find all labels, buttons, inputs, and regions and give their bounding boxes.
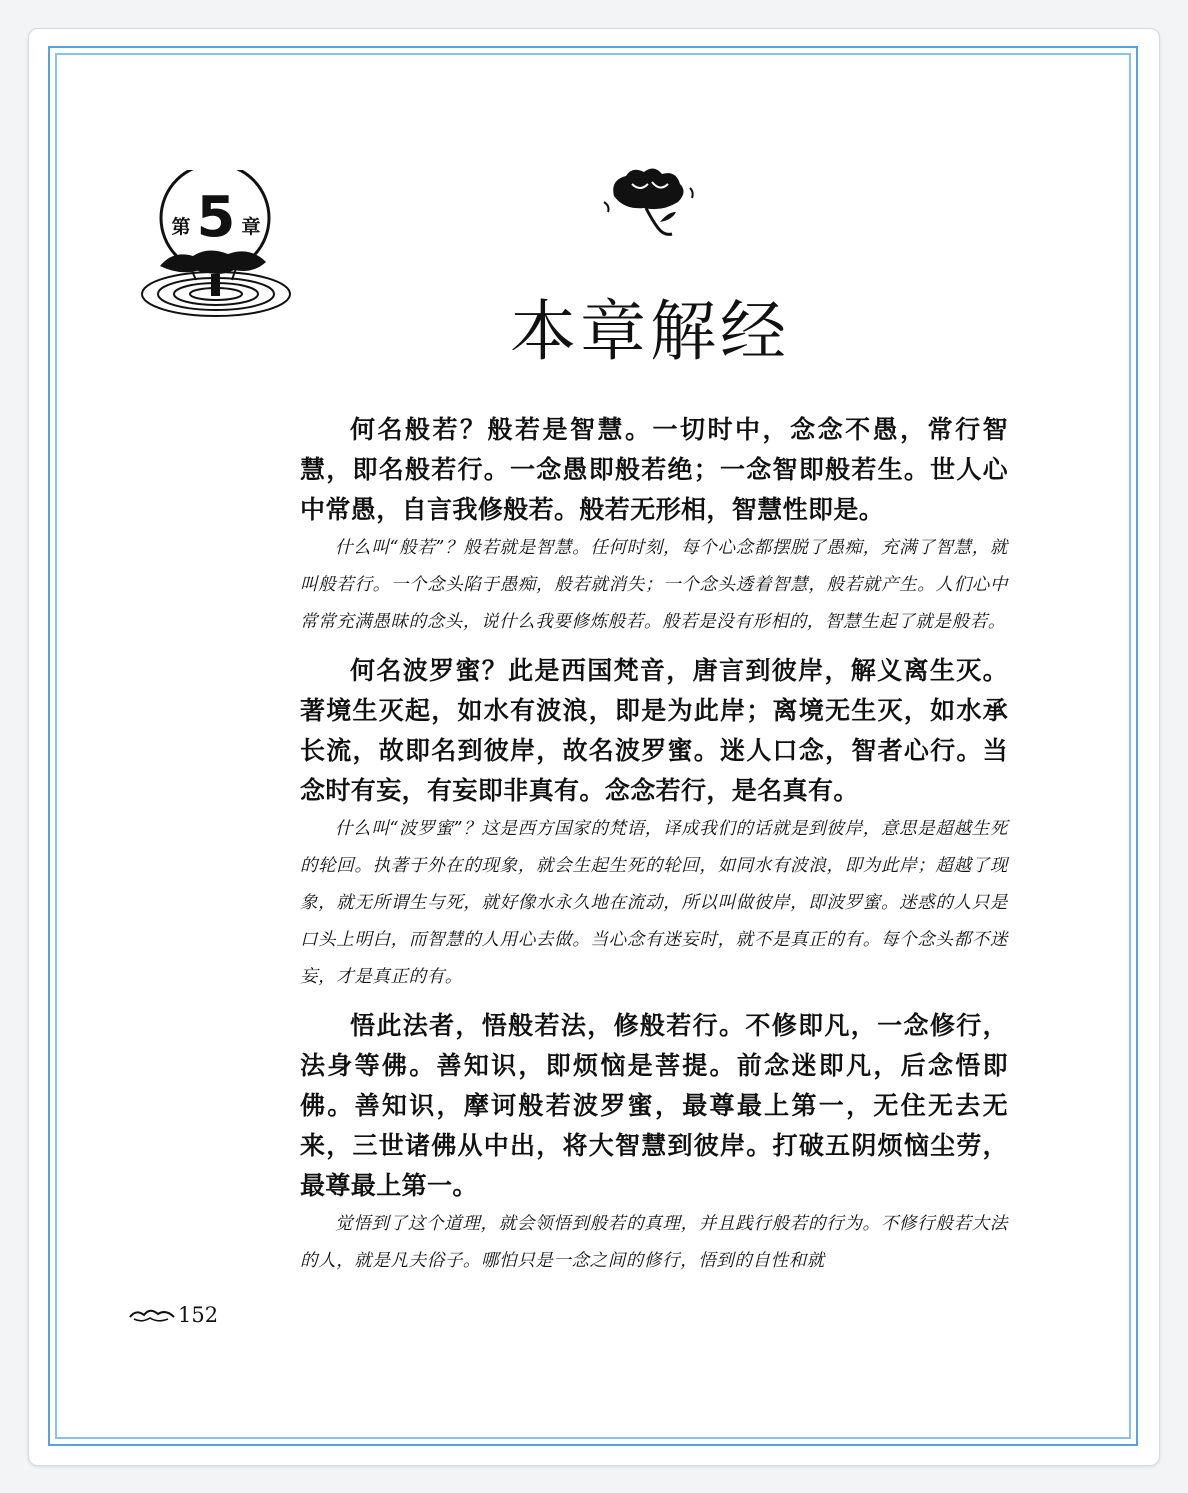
- translation-paragraph: 觉悟到了这个道理，就会领悟到般若的真理，并且践行般若的行为。不修行般若大法的人，就是凡夫俗子。哪怕只是一念之间的修行，悟到的自性和就: [300, 1214, 1008, 1271]
- chapter-label: [160, 178, 272, 258]
- chapter-title: 本章解经: [510, 293, 790, 370]
- translation-paragraph: 什么叫“波罗蜜”？这是西方国家的梵语，译成我们的话就是到彼岸，意思是超越生死的轮回。执著于外在的现象，就会生起生死的轮回，如同水有波浪，即为此岸；超越了现象，就无所谓生与死，就好像水永久地在流动，所以叫做彼岸，即波罗蜜。迷惑的人只是口头上明白，而智慧的人用心去做。当心念有迷妄时，就不是真正的有。每个念头都不迷妄，才是真正的有。: [300, 819, 1008, 987]
- sutra-paragraph: 何名波罗蜜？此是西国梵音，唐言到彼岸，解义离生灭。著境生灭起，如水有波浪，即是为此岸；离境无生灭，如水承长流，故即名到彼岸，故名波罗蜜。迷人口念，智者心行。当念时有妄，有妄即非真有。念念若行，是名真有。: [300, 656, 1008, 805]
- lotus-icon: [602, 162, 698, 242]
- sutra-paragraph: 悟此法者，悟般若法，修般若行。不修即凡，一念修行，法身等佛。善知识，即烦恼是菩提。前念迷即凡，后念悟即佛。善知识，摩诃般若波罗蜜，最尊最上第一，无住无去无来，三世诸佛从中出，将大智慧到彼岸。打破五阴烦恼尘劳，最尊最上第一。: [300, 1011, 1008, 1200]
- translation-paragraph: 什么叫“般若”？般若就是智慧。任何时刻，每个心念都摆脱了愚痴，充满了智慧，就叫般若行。一个念头陷于愚痴，般若就消失；一个念头透着智慧，般若就产生。人们心中常常充满愚昧的念头，说什么我要修炼般若。般若是没有形相的，智慧生起了就是般若。: [300, 538, 1008, 632]
- chapter-number: 5: [196, 185, 236, 250]
- sutra-paragraph: 何名般若？般若是智慧。一切时中，念念不愚，常行智慧，即名般若行。一念愚即般若绝；一念智即般若生。世人心中常愚，自言我修般若。般若无形相，智慧性即是。: [300, 415, 1008, 524]
- page-number: [128, 1300, 218, 1330]
- chapter-suffix: 章: [241, 215, 261, 238]
- chapter-prefix: 第: [171, 215, 191, 238]
- body-text: [300, 410, 1008, 1280]
- page-number-text: 152: [178, 1303, 219, 1327]
- cloud-ornament-icon: [128, 1305, 176, 1325]
